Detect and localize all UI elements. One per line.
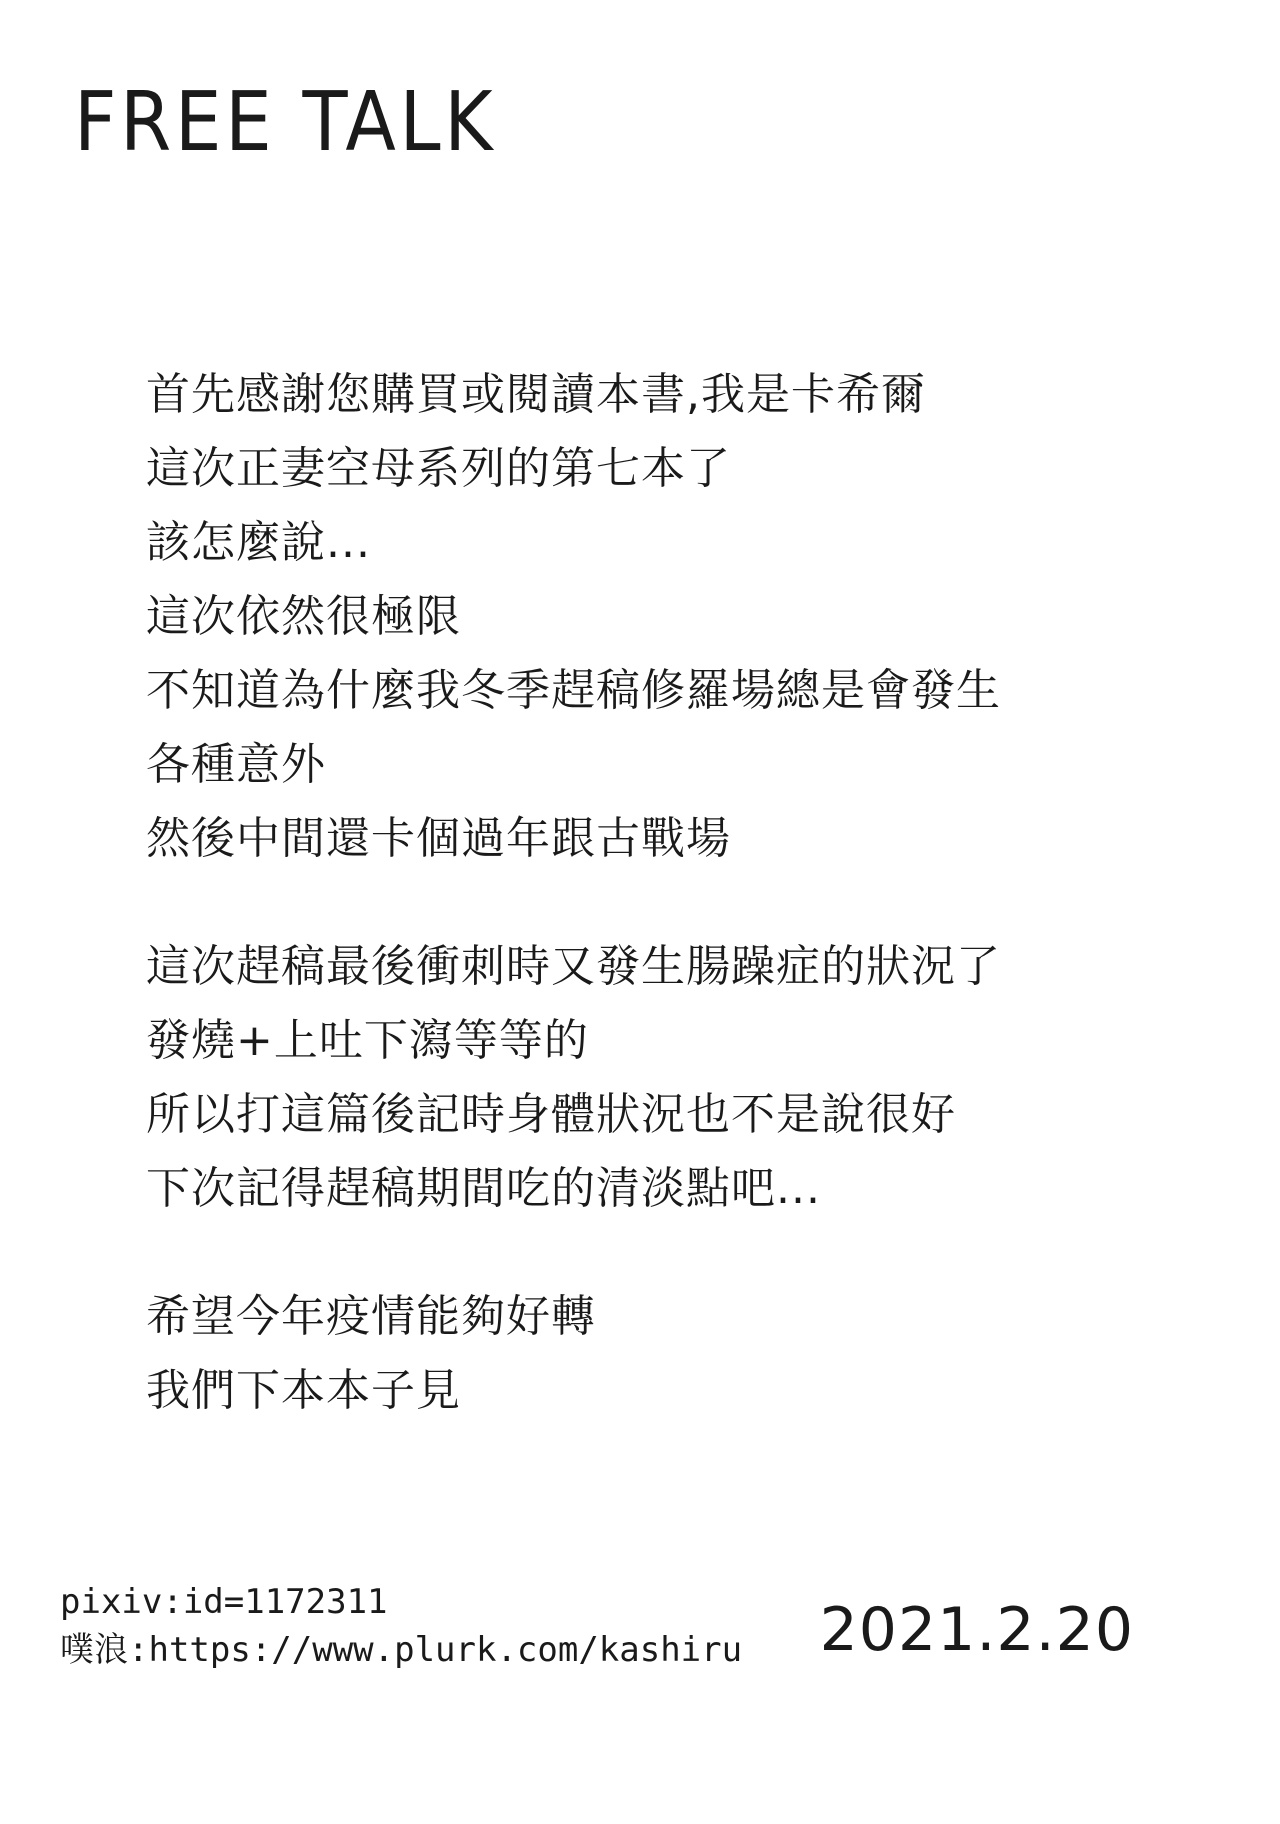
text-line: 我們下本本子見 <box>146 1365 461 1416</box>
text-line: 該怎麼說... <box>146 517 371 568</box>
text-line: 不知道為什麼我冬季趕稿修羅場總是會發生 <box>146 665 1001 716</box>
date: 2021.2.20 <box>819 1595 1134 1665</box>
text-line: 這次依然很極限 <box>146 591 461 642</box>
afterword-body <box>146 358 1146 1482</box>
text-line: 下次記得趕稿期間吃的清淡點吧... <box>146 1163 821 1214</box>
paragraph-1 <box>146 358 1146 876</box>
page-title: FREE TALK <box>74 75 497 170</box>
contact-info <box>60 1578 742 1674</box>
text-line: 所以打這篇後記時身體狀況也不是說很好 <box>146 1089 956 1140</box>
text-line: 然後中間還卡個過年跟古戰場 <box>146 813 731 864</box>
plurk-url: 噗浪:https://www.plurk.com/kashiru <box>60 1630 743 1670</box>
paragraph-3 <box>146 1280 1146 1428</box>
text-line: 發燒+上吐下瀉等等的 <box>146 1015 589 1066</box>
text-line: 希望今年疫情能夠好轉 <box>146 1291 596 1342</box>
text-line: 首先感謝您購買或閱讀本書,我是卡希爾 <box>146 369 926 420</box>
pixiv-id: pixiv:id=1172311 <box>60 1582 388 1622</box>
paragraph-2 <box>146 930 1146 1226</box>
text-line: 這次正妻空母系列的第七本了 <box>146 443 731 494</box>
text-line: 各種意外 <box>146 739 326 790</box>
text-line: 這次趕稿最後衝刺時又發生腸躁症的狀況了 <box>146 941 1001 992</box>
